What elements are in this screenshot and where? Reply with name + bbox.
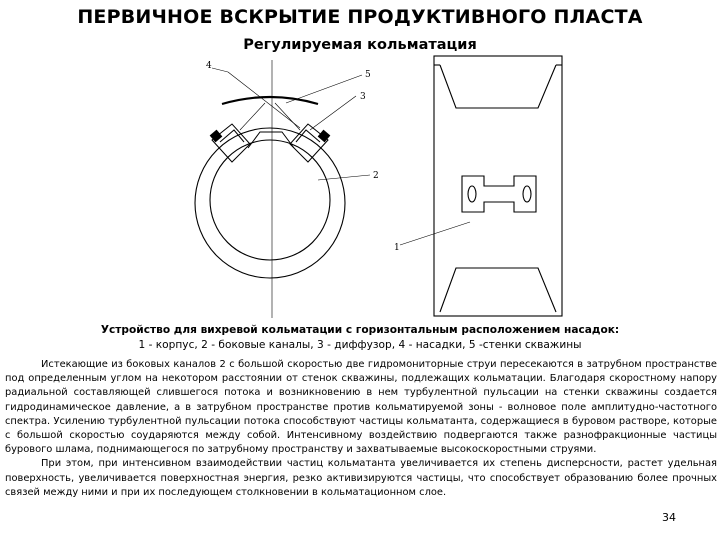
callout-1: 1 (394, 243, 400, 253)
figure-caption-legend: 1 - корпус, 2 - боковые каналы, 3 - диффузор, 4 - насадки, 5 -стенки скважины (138, 339, 582, 351)
body-text (5, 358, 717, 500)
borehole-wall-arc (222, 97, 318, 104)
callout-4: 4 (206, 61, 212, 71)
left-nozzle (210, 124, 250, 162)
page-number: 34 (662, 511, 676, 524)
jet-lines (240, 103, 300, 130)
callout-2: 2 (373, 171, 379, 181)
paragraph-1: Истекающие из боковых каналов 2 с большой скоростью две гидромониторные струи пересекаются в затрубном пространстве под определенным углом на некотором расстоянии от стенок скважины, подлежащих кольматации. Благодаря скоростному напору радиальной составляющей слившегося потока и возникновению в нем турбулентной пульсации на стенки скважины создается гидродинамическое давление, а в затрубном пространстве против кольматируемой зоны - волновое поле амплитудно-частотного спектра. Усилению турбулентной пульсации потока способствуют частицы кольматанта, содержащиеся в буровом растворе, которые с большой скоростью соударяются между собой. Интенсивному воздействию подвергаются также разнофракционные частицы бурового шлама, поднимающегося по затрубному пространству и захватываемые высокоскоростными струями. (5, 359, 717, 456)
callout-5: 5 (365, 70, 371, 80)
body-circle (195, 128, 345, 278)
callout-leaders (212, 68, 470, 245)
figure-caption-title: Устройство для вихревой кольматации с горизонтальным расположением насадок: (100, 324, 620, 336)
right-nozzle (290, 124, 330, 162)
paragraph-2: При этом, при интенсивном взаимодействии частиц кольматанта увеличивается их степень дисперсности, растет удельная поверхность, увеличивается поверхностная энергия, резко активизируются частицы, что способствует образованию более прочных связей между ними и при их последующем столкновении в кольматационном слое. (5, 458, 717, 498)
callout-3: 3 (360, 92, 366, 102)
page-title: ПЕРВИЧНОЕ ВСКРЫТИЕ ПРОДУКТИВНОГО ПЛАСТА (77, 6, 643, 28)
side-view (434, 56, 562, 316)
page-subtitle: Регулируемая кольматация (243, 37, 477, 53)
